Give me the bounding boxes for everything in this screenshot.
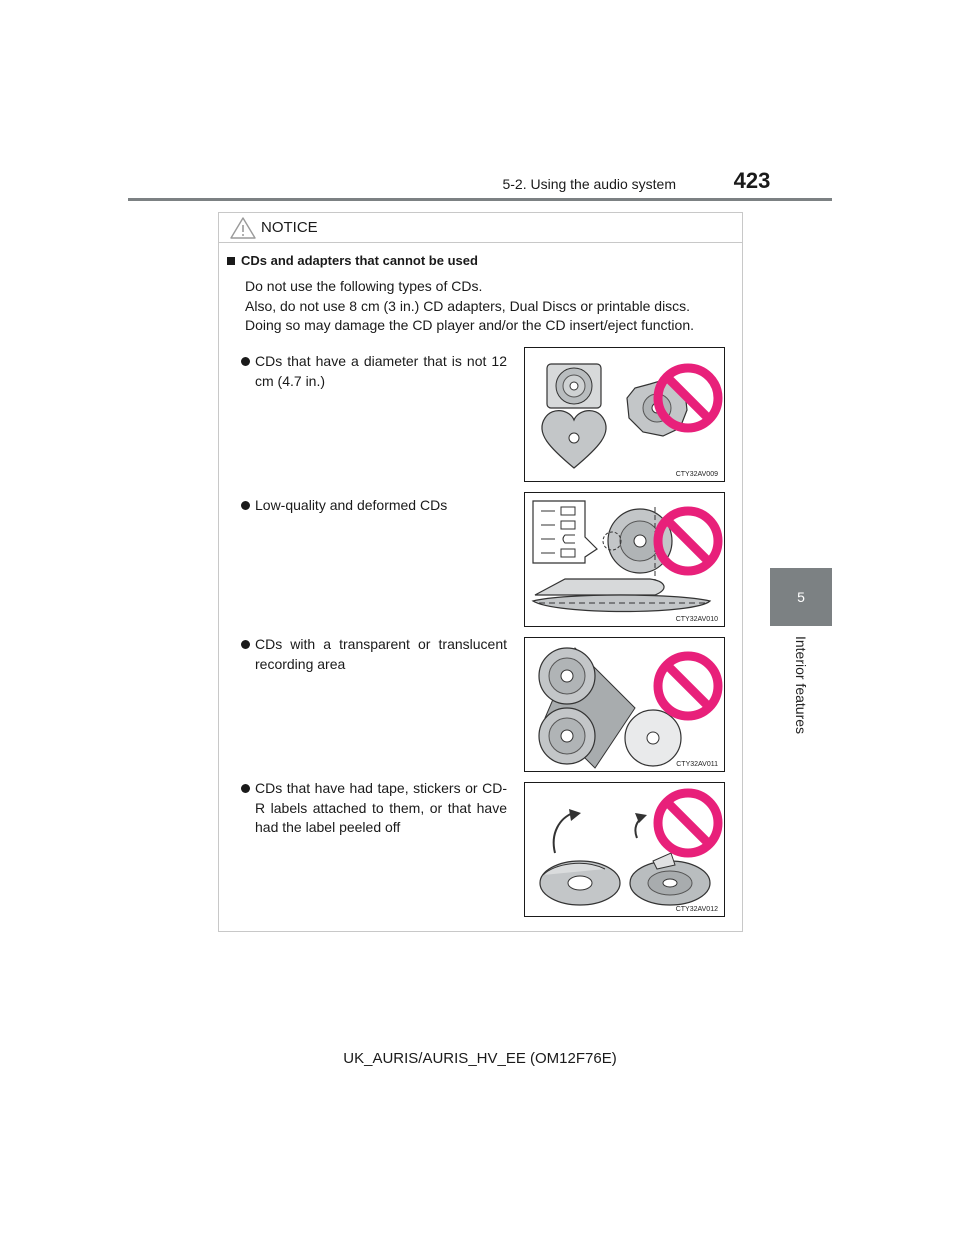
header-rule — [128, 198, 832, 201]
chapter-tab: 5 — [770, 568, 832, 626]
figure-odd-shaped-cds — [524, 347, 725, 482]
transparent-cd-illustration — [525, 638, 724, 771]
item-text: CDs that have a diameter that is not 12 cm (4.7 in.) — [241, 352, 507, 391]
notice-box — [218, 212, 743, 932]
square-bullet-icon — [227, 257, 235, 265]
labeled-cd-illustration — [525, 783, 724, 916]
notice-intro — [245, 277, 740, 336]
item-text: Low-quality and deformed CDs — [241, 496, 507, 516]
item-text: CDs with a transparent or translucent recording area — [241, 635, 507, 674]
bullet-icon — [241, 640, 250, 649]
notice-title: NOTICE — [261, 219, 318, 236]
notice-subheading — [227, 253, 478, 268]
prohibition-sign-icon — [658, 656, 718, 716]
notice-header — [219, 213, 742, 243]
odd-shaped-cd-illustration — [525, 348, 724, 481]
figure-deformed-cds — [524, 492, 725, 627]
warning-triangle-icon — [229, 216, 257, 240]
bullet-icon — [241, 501, 250, 510]
figure-labeled-cds — [524, 782, 725, 917]
subheading-text: CDs and adapters that cannot be used — [241, 253, 478, 268]
bullet-icon — [241, 357, 250, 366]
intro-line: Also, do not use 8 cm (3 in.) CD adapters, Dual Discs or printable discs. — [245, 297, 691, 314]
deformed-cd-illustration — [525, 493, 724, 626]
bullet-icon — [241, 784, 250, 793]
intro-line: Do not use the following types of CDs. — [245, 278, 483, 294]
chapter-label: Interior features — [793, 635, 809, 735]
intro-line: Doing so may damage the CD player and/or the CD insert/eject function. — [245, 317, 695, 333]
figure-code: CTY32AV009 — [675, 471, 718, 478]
model-footer: UK_AURIS/AURIS_HV_EE (OM12F76E) — [343, 1050, 617, 1067]
section-title: 5-2. Using the audio system — [502, 176, 676, 192]
figure-transparent-cds — [524, 637, 725, 772]
item-text: CDs that have had tape, stickers or CD-R labels attached to them, or that have had the label peeled off — [241, 779, 507, 838]
page-number: 423 — [733, 168, 771, 193]
prohibition-sign-icon — [658, 793, 718, 853]
figure-code: CTY32AV012 — [675, 906, 718, 913]
figure-code: CTY32AV011 — [676, 761, 718, 768]
figure-code: CTY32AV010 — [675, 616, 718, 623]
